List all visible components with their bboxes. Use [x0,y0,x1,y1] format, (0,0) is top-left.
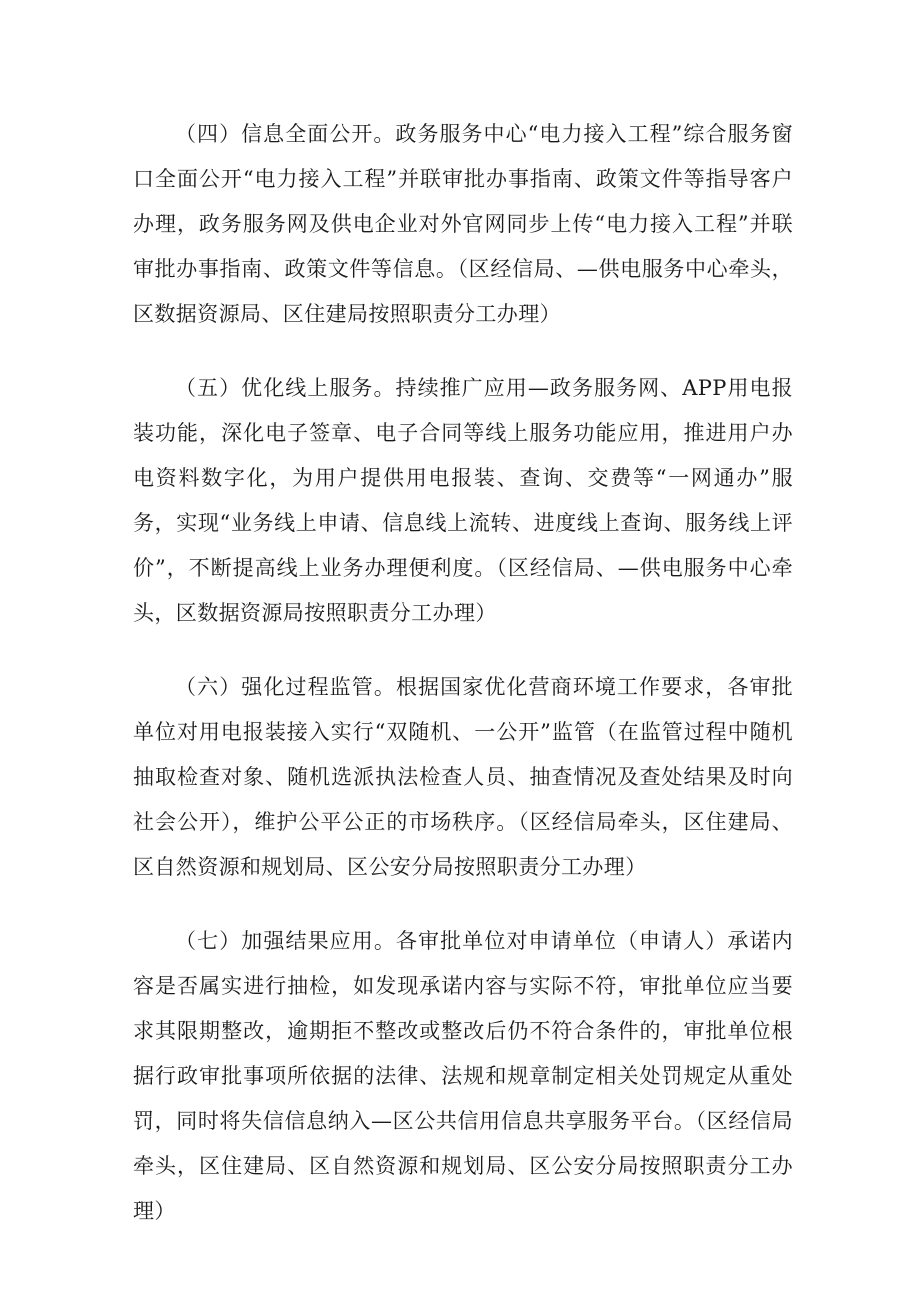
document-body [133,112,793,1263]
paragraph-result-application: （七）加强结果应用。各审批单位对申请单位（申请人）承诺内容是否属实进行抽检，如发现承诺内容与实际不符，审批单位应当要求其限期整改，逾期拒不整改或整改后仍不符合条件的，审批单位根据行政审批事项所依据的法律、法规和规章制定相关处罚规定从重处罚，同时将失信信息纳入—区公共信用信息共享服务平台。（区经信局牵头，区住建局、区自然资源和规划局、区公安分局按照职责分工办理） [133,929,793,1223]
paragraph-process-supervision: （六）强化过程监管。根据国家优化营商环境工作要求，各审批单位对用电报装接入实行“双随机、一公开”监管（在监管过程中随机抽取检查对象、随机选派执法检查人员、抽查情况及查处结果及时向社会公开），维护公平公正的市场秩序。（区经信局牵头，区住建局、区自然资源和规划局、区公安分局按照职责分工办理） [133,675,793,879]
paragraph-online-service: （五）优化线上服务。持续推广应用—政务服务网、APP用电报装功能，深化电子签章、电子合同等线上服务功能应用，推进用户办电资料数字化，为用户提供用电报装、查询、交费等“一网通办”服务，实现“业务线上申请、信息线上流转、进度线上查询、服务线上评价”，不断提高线上业务办理便利度。（区经信局、—供电服务中心牵头，区数据资源局按照职责分工办理） [133,376,793,625]
paragraph-info-disclosure: （四）信息全面公开。政务服务中心“电力接入工程”综合服务窗口全面公开“电力接入工程”并联审批办事指南、政策文件等指导客户办理，政务服务网及供电企业对外官网同步上传“电力接入工程”并联审批办事指南、政策文件等信息。（区经信局、—供电服务中心牵头，区数据资源局、区住建局按照职责分工办理） [133,122,793,326]
